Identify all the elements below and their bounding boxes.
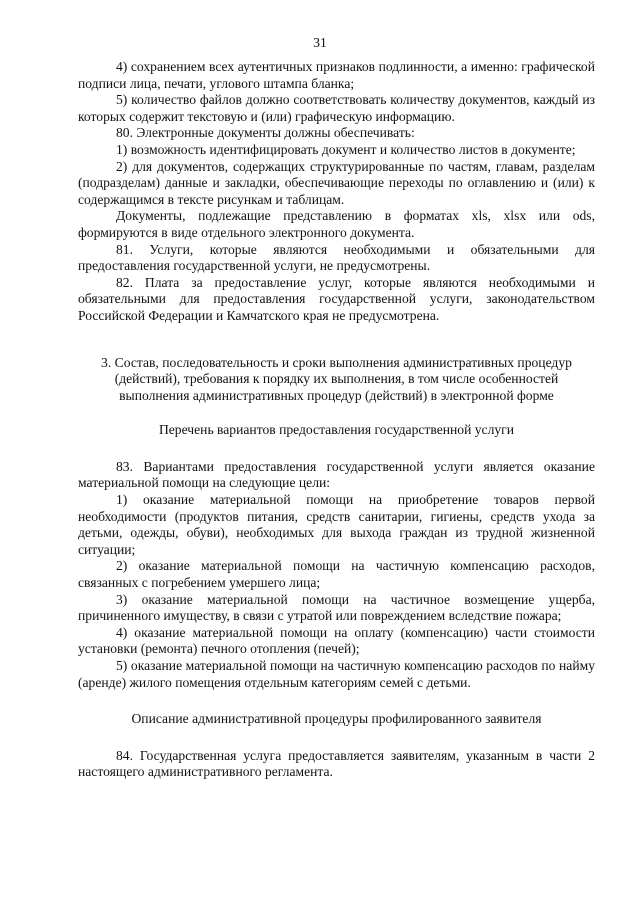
page-content [78, 59, 595, 781]
paragraph: 1) возможность идентифицировать документ и количество листов в документе; [116, 141, 576, 157]
paragraph: 2) оказание материальной помощи на частичную компенсацию расходов, связанных с погребением умершего лица; [78, 558, 595, 591]
paragraph: Документы, подлежащие представлению в форматах xls, xlsx или ods, формируются в виде отдельного электронного документа. [78, 208, 595, 240]
paragraph: 81. Услуги, которые являются необходимыми и обязательными для предоставления государственной услуги, не предусмотрены. [78, 241, 595, 274]
paragraph: 4) сохранением всех аутентичных признаков подлинности, а именно: графической подписи лица, печати, углового штампа бланка; [78, 59, 595, 91]
subheading-profile: Описание административной процедуры профилированного заявителя [131, 711, 542, 727]
spacer [78, 691, 595, 711]
section-heading: 3. Состав, последовательность и сроки выполнения административных процедур (действий), требования к порядку их выполнения, в том числе особенностей выполнения административных процедур (действий) в электронной форме [101, 354, 572, 403]
spacer [78, 325, 595, 355]
paragraph: 5) количество файлов должно соответствовать количеству документов, каждый из которых содержит текстовую и (или) графическую информацию. [78, 92, 595, 124]
paragraph: 3) оказание материальной помощи на частичное возмещение ущерба, причиненного имуществу, в связи с утратой или повреждением вследствие пожара; [78, 591, 595, 624]
paragraph: 84. Государственная услуга предоставляется заявителям, указанным в части 2 настоящего административного регламента. [78, 747, 595, 780]
paragraph: 5) оказание материальной помощи на частичную компенсацию расходов по найму (аренде) жилого помещения отдельным категориям семей с детьми. [78, 658, 595, 690]
paragraph: 2) для документов, содержащих структурированные по частям, главам, разделам (подразделам) данные и закладки, обеспечивающие переходы по оглавлению и (или) к содержащимся в тексте рисункам и таблицам. [78, 158, 595, 207]
subheading-variants: Перечень вариантов предоставления государственной услуги [158, 422, 515, 438]
page-number: 31 [313, 35, 327, 50]
spacer [78, 404, 595, 422]
paragraph: 80. Электронные документы должны обеспечивать: [116, 125, 415, 141]
paragraph: 4) оказание материальной помощи на оплату (компенсацию) части стоимости установки (ремонта) печного отопления (печей); [78, 624, 595, 657]
paragraph: 82. Плата за предоставление услуг, которые являются необходимыми и обязательными для предоставления государственной услуги, законодательством Российской Федерации и Камчатского края не предусмотрена. [78, 274, 595, 323]
spacer [78, 439, 595, 459]
spacer [78, 728, 595, 748]
paragraph: 1) оказание материальной помощи на приобретение товаров первой необходимости (продуктов питания, средств санитарии, гигиены, средств ухода за детьми, одежды, обуви), необходимых для выхода граждан из трудной жизненной ситуации; [78, 492, 595, 557]
paragraph: 83. Вариантами предоставления государственной услуги является оказание материальной помощи на следующие цели: [78, 458, 595, 491]
